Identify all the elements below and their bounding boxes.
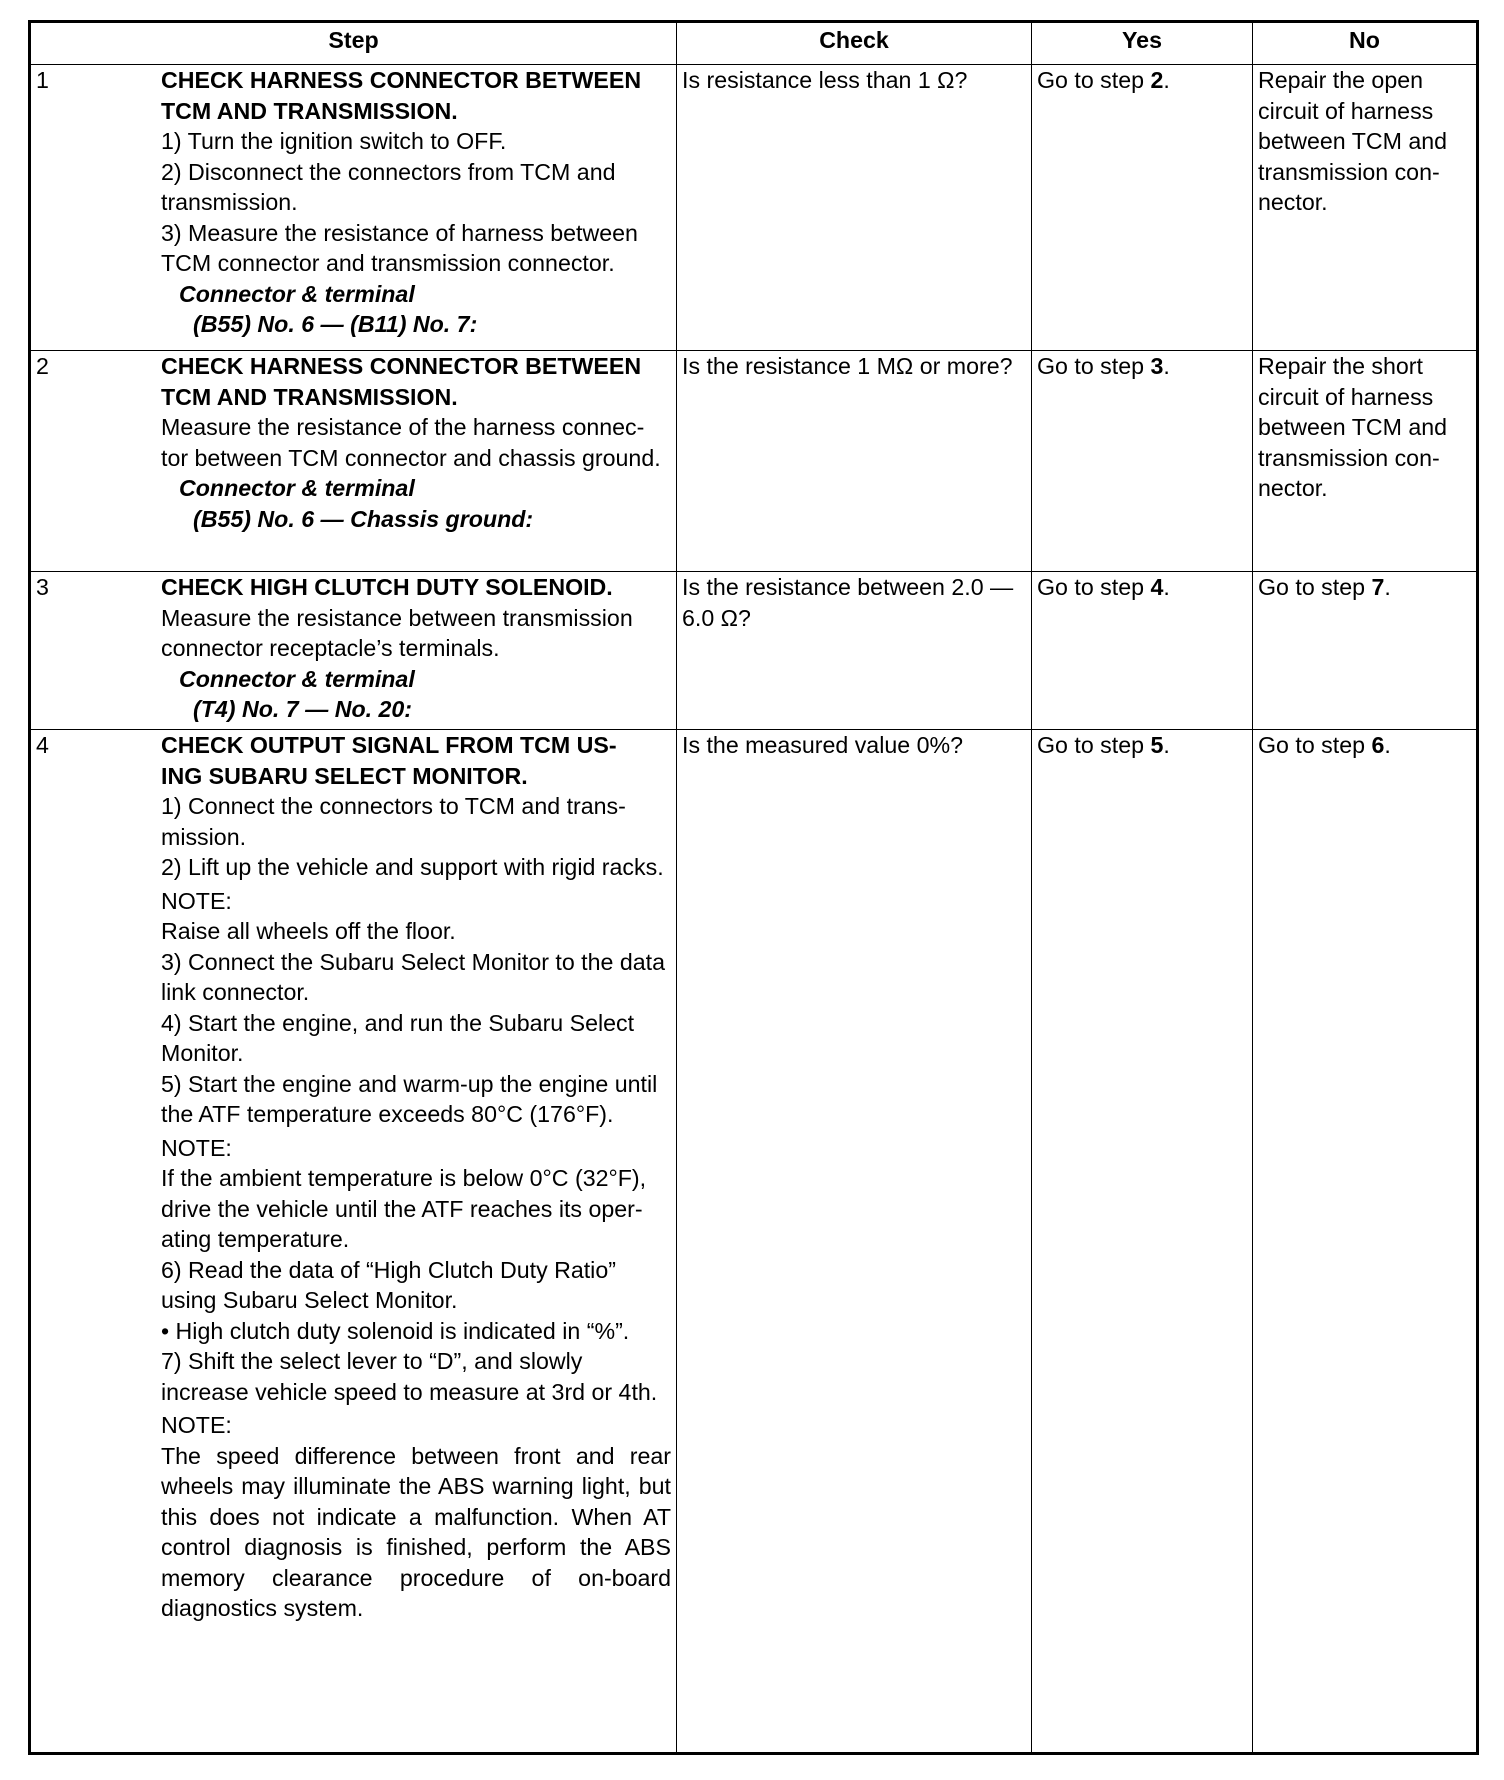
- step-cell: [30, 572, 677, 730]
- step-instruction: 5) Start the engine and warm-up the engine until the ATF temperature exceeds 80°C (176°F).: [161, 1070, 658, 1127]
- step-instruction: 6) Read the data of “High Clutch Duty Ratio” using Subaru Select Monitor.: [161, 1256, 616, 1313]
- check-cell: Is the resistance between 2.0 — 6.0 Ω?: [677, 572, 1032, 730]
- step-number: 4: [36, 732, 49, 758]
- note-text: The speed difference between front and rear wheels may illuminate the ABS warning light, but this does not indicate a malfunction. When AT control diagnosis is finished, perform the ABS memory clearance procedure of on-board diagnostics system.: [161, 1442, 671, 1621]
- note-label: NOTE:: [161, 887, 232, 914]
- check-cell: Is the resistance 1 MΩ or more?: [677, 351, 1032, 572]
- step-instruction: 2) Lift up the vehicle and support with rigid racks.: [161, 854, 664, 880]
- yes-cell: Go to step 3.: [1032, 351, 1253, 572]
- connector-terminal-label: Connector & terminal: [179, 665, 415, 692]
- table-row: [30, 65, 1478, 351]
- step-title: CHECK HIGH CLUTCH DUTY SOLENOID.: [161, 574, 613, 600]
- step-title: CHECK HARNESS CONNECTOR BETWEEN TCM AND TRANSMISSION.: [161, 67, 642, 124]
- yes-cell: Go to step 4.: [1032, 572, 1253, 730]
- step-number: 2: [36, 353, 49, 379]
- no-cell: Repair the short circuit of harness between TCM and transmission con-nector.: [1253, 351, 1478, 572]
- step-number: 1: [36, 67, 49, 93]
- header-no: No: [1253, 22, 1478, 65]
- step-instruction: 3) Connect the Subaru Select Monitor to the data link connector.: [161, 948, 665, 1005]
- note-text: If the ambient temperature is below 0°C (32°F), drive the vehicle until the ATF reaches its oper-ating temperature.: [161, 1165, 647, 1252]
- step-instruction: 4) Start the engine, and run the Subaru Select Monitor.: [161, 1009, 635, 1066]
- note-label: NOTE:: [161, 1134, 232, 1161]
- step-instruction: 3) Measure the resistance of harness between TCM connector and transmission connector.: [161, 219, 638, 276]
- header-step: Step: [30, 22, 677, 65]
- step-link[interactable]: 5: [1150, 732, 1164, 758]
- step-link[interactable]: 3: [1150, 353, 1164, 379]
- step-instruction: 7) Shift the select lever to “D”, and slowly increase vehicle speed to measure at 3rd or 4th.: [161, 1348, 658, 1405]
- no-cell: Repair the open circuit of harness between TCM and transmission con-nector.: [1253, 65, 1478, 351]
- step-instruction: 2) Disconnect the connectors from TCM and transmission.: [161, 158, 616, 215]
- step-instruction: 1) Turn the ignition switch to OFF.: [161, 128, 507, 154]
- yes-cell: Go to step 5.: [1032, 730, 1253, 1754]
- connector-terminal-label: Connector & terminal: [179, 280, 415, 307]
- table-row: [30, 351, 1478, 572]
- connector-terminal-value: (T4) No. 7 — No. 20:: [193, 696, 413, 722]
- step-title: CHECK HARNESS CONNECTOR BETWEEN TCM AND TRANSMISSION.: [161, 353, 642, 410]
- step-number: 3: [36, 574, 49, 600]
- diagnostic-table: [28, 20, 1479, 1755]
- step-cell: [30, 730, 677, 1754]
- step-instruction: 1) Connect the connectors to TCM and trans-mission.: [161, 793, 626, 850]
- header-yes: Yes: [1032, 22, 1253, 65]
- connector-terminal-value: (B55) No. 6 — (B11) No. 7:: [193, 311, 478, 337]
- connector-terminal-label: Connector & terminal: [179, 475, 415, 501]
- step-title: CHECK OUTPUT SIGNAL FROM TCM US- ING SUBARU SELECT MONITOR.: [161, 732, 617, 789]
- step-cell: [30, 65, 677, 351]
- yes-cell: Go to step 2.: [1032, 65, 1253, 351]
- step-instruction: Measure the resistance between transmission connector receptacle’s terminals.: [161, 604, 633, 661]
- note-text: Raise all wheels off the floor.: [161, 918, 456, 944]
- table-header-row: [30, 22, 1478, 65]
- connector-terminal-value: (B55) No. 6 — Chassis ground:: [193, 505, 534, 532]
- table-row: [30, 730, 1478, 1754]
- note-label: NOTE:: [161, 1412, 232, 1438]
- no-cell: Go to step 6.: [1253, 730, 1478, 1754]
- bullet-item: • High clutch duty solenoid is indicated in “%”.: [161, 1317, 630, 1344]
- step-link[interactable]: 7: [1371, 574, 1385, 600]
- check-cell: Is the measured value 0%?: [677, 730, 1032, 1754]
- check-cell: Is resistance less than 1 Ω?: [677, 65, 1032, 351]
- step-instruction: Measure the resistance of the harness connec-tor between TCM connector and chassis ground.: [161, 414, 661, 471]
- step-link[interactable]: 4: [1150, 574, 1164, 600]
- header-check: Check: [677, 22, 1032, 65]
- step-link[interactable]: 6: [1371, 732, 1385, 758]
- table-row: [30, 572, 1478, 730]
- step-link[interactable]: 2: [1150, 67, 1164, 93]
- no-cell: Go to step 7.: [1253, 572, 1478, 730]
- step-cell: [30, 351, 677, 572]
